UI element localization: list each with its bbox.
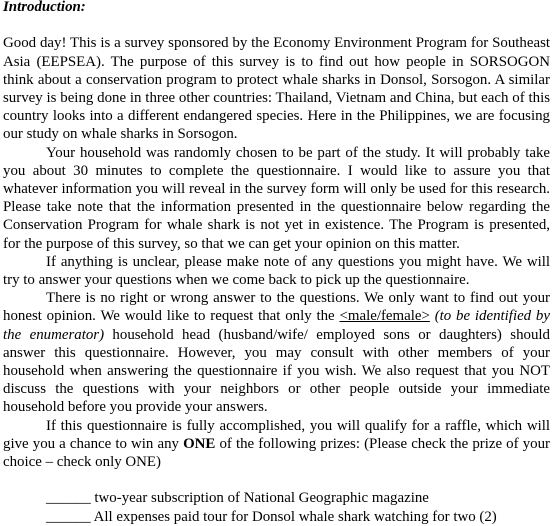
paragraph-instructions bbox=[3, 289, 550, 416]
prize-label: two-year subscription of National Geographic magazine bbox=[94, 490, 429, 507]
spacer bbox=[3, 471, 550, 489]
raffle-text-after: of the following prizes: (Please check the prize of your choice – check only ONE) bbox=[3, 435, 550, 471]
checkbox-blank-line[interactable]: ______ bbox=[46, 490, 91, 507]
paragraph-raffle bbox=[3, 417, 550, 472]
prize-option-magazine[interactable] bbox=[46, 489, 550, 507]
survey-introduction-document bbox=[3, 0, 550, 526]
section-heading: Introduction: bbox=[3, 0, 86, 15]
checkbox-blank-line[interactable]: ______ bbox=[46, 508, 91, 525]
raffle-text-before: If this questionnaire is fully accomplished, you will qualify for a raffle, which will give you a chance to win any bbox=[3, 417, 550, 452]
paragraph-purpose: Good day! This is a survey sponsored by the Economy Environment Program for Southeast Asia (EEPSEA). The purpose of this survey is to find out how people in SORSOGON think about a conservation program to protect whale sharks in Donsol, Sorsogon. A similar survey is being done in three other countries: Thailand, Vietnam and China, but each of this country looks into a different endangered species. Here in the Philippines, we are focusing our study on whale sharks in Sorsogon. bbox=[3, 35, 550, 143]
gender-placeholder: <male/female> bbox=[339, 308, 430, 325]
raffle-emphasis: ONE bbox=[183, 435, 216, 452]
prize-label: All expenses paid tour for Donsol whale shark watching for two (2) bbox=[93, 508, 497, 525]
enumerator-note: (to be identified by the enumerator) bbox=[3, 308, 550, 343]
instructions-text-before: There is no right or wrong answer to the questions. We only want to find out your honest opinion. We would like to request that only the bbox=[3, 290, 550, 325]
paragraph-household-selection: Your household was randomly chosen to be part of the study. It will probably take you about 30 minutes to complete the questionnaire. I would like to assure you that whatever information you will reveal in the survey form will only be used for this research. Please take note that the information presented in the questionnaire below regarding the Conservation Program for whale shark is not yet in existence. The Program is presented, for the purpose of this survey, so that we can get your opinion on this matter. bbox=[3, 144, 550, 252]
paragraph-unclear-questions: If anything is unclear, please make note of any questions you might have. We will try to answer your questions when we come back to pick up the questionnaire. bbox=[3, 253, 550, 289]
instructions-text-after: household head (husband/wife/ employed sons or daughters) should answer this questionnaire. However, you may consult with other members of your household when answering the questionnaire if you wish. We also request that you NOT discuss the questions with your neighbors or other people outside your immediate household before you provide your answers. bbox=[3, 326, 550, 416]
prize-option-tour[interactable] bbox=[46, 508, 550, 526]
